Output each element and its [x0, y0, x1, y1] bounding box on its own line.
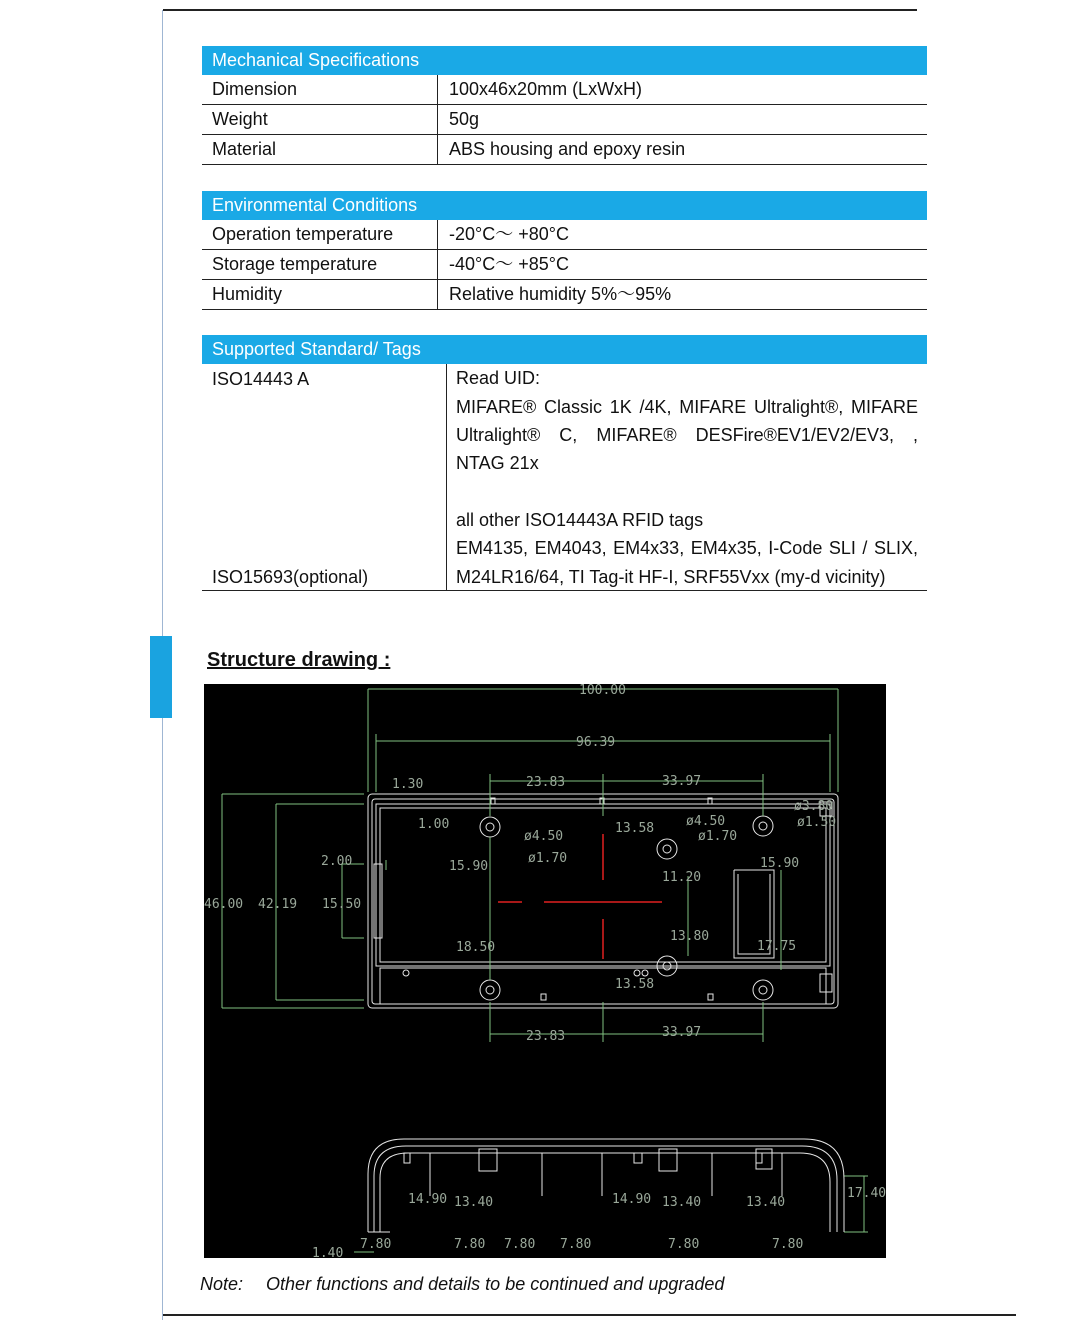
dim-label: 14.90: [612, 1192, 652, 1207]
dim-label: 7.80: [668, 1237, 700, 1252]
footer-note: [200, 1274, 724, 1295]
structure-drawing: [204, 684, 886, 1258]
top-rule: [163, 9, 917, 11]
table-row: [202, 250, 927, 280]
center-lines: [498, 834, 662, 959]
side-view-outline: [368, 1139, 844, 1232]
spec-value: 50g: [449, 109, 480, 129]
tag-line: all other ISO14443A RFID tags: [456, 510, 704, 530]
dim-label: 7.80: [360, 1237, 392, 1252]
dim-label: 33.97: [662, 774, 702, 789]
dim-label: 46.00: [204, 897, 244, 912]
dim-label: 33.97: [662, 1025, 702, 1040]
dim-label: 13.80: [670, 929, 710, 944]
dim-label: 7.80: [560, 1237, 592, 1252]
table-row: [202, 75, 927, 105]
table-row: [202, 220, 927, 250]
dim-label: 13.40: [746, 1195, 786, 1210]
spec-label: Material: [202, 135, 438, 164]
structure-drawing-title: Structure drawing :: [207, 649, 391, 671]
dim-label: 13.58: [615, 821, 655, 836]
tags-header: Supported Standard/ Tags: [202, 335, 927, 364]
dim-label: 13.40: [662, 1195, 702, 1210]
dim-label: ø4.50: [686, 814, 726, 829]
column-divider: [446, 364, 447, 590]
bottom-rule: [163, 1314, 1016, 1316]
tags-table: [202, 335, 927, 591]
dim-label: 7.80: [454, 1237, 486, 1252]
dim-label: 1.40: [312, 1246, 344, 1258]
dimension-lines: [222, 689, 868, 1252]
spec-label: Dimension: [202, 75, 438, 104]
dim-label: 18.50: [456, 940, 496, 955]
dim-label: 96.39: [576, 735, 616, 750]
iso14443-label: ISO14443 A: [212, 369, 310, 389]
side-accent-tab: [150, 636, 172, 718]
tag-line: MIFARE® Classic 1K /4K, MIFARE Ultralight®, MIFARE: [456, 397, 918, 417]
spec-value: Relative humidity 5%～95%: [449, 284, 672, 304]
spec-label: Storage temperature: [202, 250, 438, 279]
dim-label: ø4.50: [524, 829, 564, 844]
dim-label: ø3.80: [794, 799, 834, 814]
spec-label: Humidity: [202, 280, 438, 309]
tag-line: M24LR16/64, TI Tag-it HF-I, SRF55Vxx (my-d vicinity): [456, 567, 886, 587]
dim-label: 23.83: [526, 1029, 566, 1044]
dim-label: ø1.70: [698, 829, 738, 844]
tag-line: EM4135, EM4043, EM4x33, EM4x35, I-Code SLI / SLIX,: [456, 538, 918, 558]
tags-body: [202, 364, 927, 591]
dim-label: 100.00: [579, 684, 626, 698]
dim-label: 15.90: [449, 859, 489, 874]
dimension-labels: [204, 684, 886, 1258]
dim-label: 23.83: [526, 775, 566, 790]
spec-value: ABS housing and epoxy resin: [449, 139, 686, 159]
spec-value: -40°C～ +85°C: [449, 254, 569, 274]
dim-label: 17.40: [847, 1186, 886, 1201]
dim-label: ø1.50: [797, 815, 837, 830]
dim-label: 42.19: [258, 897, 298, 912]
dim-label: 17.75: [757, 939, 797, 954]
spec-value: -20°C～ +80°C: [449, 224, 569, 244]
mechanical-specs-table: [202, 46, 927, 165]
dim-label: 7.80: [772, 1237, 804, 1252]
dim-label: 7.80: [504, 1237, 536, 1252]
dim-label: 1.30: [392, 777, 424, 792]
dim-label: 14.90: [408, 1192, 448, 1207]
spec-value: 100x46x20mm (LxWxH): [449, 79, 643, 99]
dim-label: 2.00: [321, 854, 353, 869]
note-label: Note:: [200, 1274, 244, 1294]
table-row: [202, 105, 927, 135]
dim-label: ø1.70: [528, 851, 568, 866]
spec-label: Weight: [202, 105, 438, 134]
dim-label: 13.40: [454, 1195, 494, 1210]
tag-line: Read UID:: [456, 368, 541, 388]
table-row: [202, 135, 927, 165]
mechanical-specs-header: Mechanical Specifications: [202, 46, 927, 75]
table-row: [202, 280, 927, 310]
environment-table: [202, 191, 927, 310]
dim-label: 13.58: [615, 977, 655, 992]
tag-line: Ultralight® C, MIFARE® DESFire®EV1/EV2/EV3, ,: [456, 425, 918, 445]
dim-label: 11.20: [662, 870, 702, 885]
dim-label: 1.00: [418, 817, 450, 832]
note-text: Other functions and details to be continued and upgraded: [266, 1274, 725, 1294]
spec-label: Operation temperature: [202, 220, 438, 249]
environment-header: Environmental Conditions: [202, 191, 927, 220]
dim-label: 15.90: [760, 856, 800, 871]
dim-label: 15.50: [322, 897, 362, 912]
iso15693-label: ISO15693(optional): [212, 567, 369, 587]
tag-line: NTAG 21x: [456, 453, 539, 473]
